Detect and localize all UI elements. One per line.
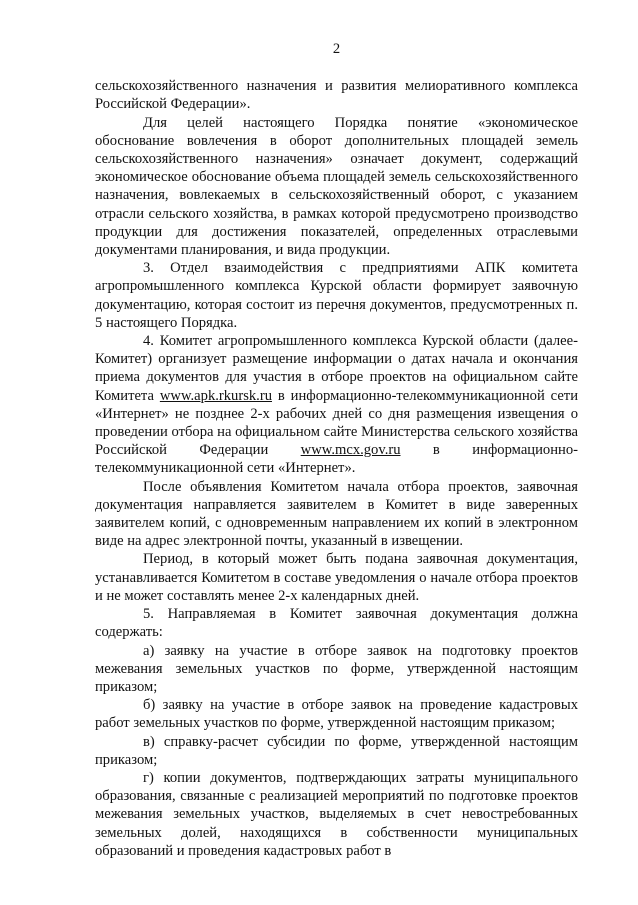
- subitem-v: в) справку-расчет субсидии по форме, утвержденной настоящим приказом;: [95, 733, 578, 768]
- paragraph-period: Период, в который может быть подана заявочная документация, устанавливается Комитетом в составе уведомления о начале отбора проектов и не может составлять менее 2-х календарных дней.: [95, 551, 578, 604]
- subitem-b: б) заявку на участие в отборе заявок на проведение кадастровых работ земельных участков по форме, утвержденной настоящим приказом;: [95, 697, 578, 732]
- website-link: www.apk.rkursk.ru: [159, 387, 272, 404]
- subitem-g: г) копии документов, подтверждающих затраты муниципального образования, связанные с реализацией мероприятий по подготовке проектов межевания земельных участков, выделяемых в счет невостребованных земельных долей, находящихся в собственности муниципальных образований и проведения кадастровых работ в: [95, 769, 578, 859]
- paragraph-definition: Для целей настоящего Порядка понятие «экономическое обоснование вовлечения в оборот дополнительных площадей земель сельскохозяйственного назначения» означает документ, содержащий экономическое обоснование объема площадей земель сельскохозяйственного назначения, вовлекаемых в сельскохозяйственный оборот, с указанием отрасли сельского хозяйства, в рамках которой предусмотрено производство продукции для достижения показателей, определенных отраслевыми документами планирования, и вида продукции.: [95, 114, 578, 259]
- paragraph-submission: После объявления Комитетом начала отбора проектов, заявочная документация направляется заявителем в Комитет в виде заверенных заявителем копий, с одновременным направлением их копий в электронном виде на адрес электронной почты, указанный в извещении.: [95, 478, 578, 550]
- page-number: 2: [332, 41, 341, 57]
- paragraph-item-3: 3. Отдел взаимодействия с предприятиями АПК комитета агропромышленного комплекса Курской области формирует заявочную документацию, которая состоит из перечня документов, предусмотренных п. 5 настоящего Порядка.: [95, 260, 578, 331]
- paragraph-item-5: 5. Направляемая в Комитет заявочная документация должна содержать:: [95, 606, 578, 641]
- paragraph-item-4: 4. Комитет агропромышленного комплекса Курской области (далее- Комитет) организует размещение информации о датах начала и окончания приема документов для участия в отборе проектов на официальном сайте Комитета www.apk.rkursk.ru в информационно-телекоммуникационной сети «Интернет» не позднее 2-х рабочих дней со дня размещения извещения о проведении отбора на официальном сайте Министерства сельского хозяйства Российской Федерации www.mcx.gov.ru в информационно-телекоммуникационной сети «Интернет».: [95, 333, 578, 477]
- website-link: www.mcx.gov.ru: [300, 442, 401, 459]
- subitem-a: а) заявку на участие в отборе заявок на подготовку проектов межевания земельных участков по форме, утвержденной настоящим приказом;: [95, 642, 578, 695]
- paragraph-continuation: сельскохозяйственного назначения и развития мелиоративного комплекса Российской Федерации».: [95, 78, 578, 113]
